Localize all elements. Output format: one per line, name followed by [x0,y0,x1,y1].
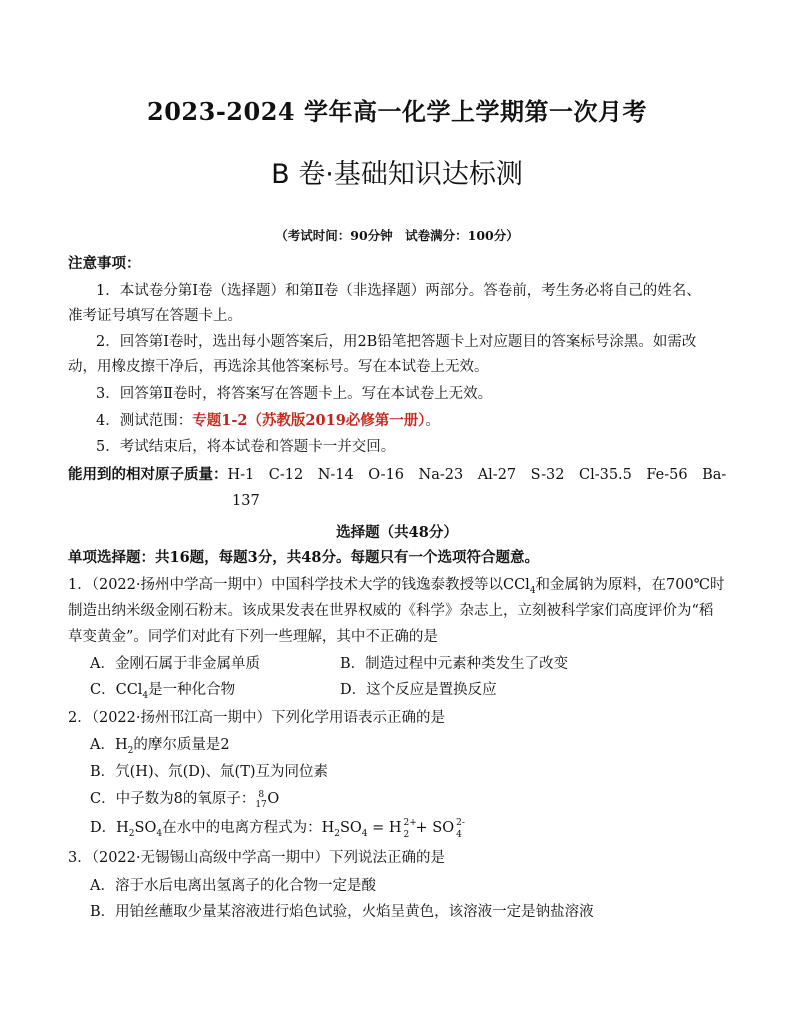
note-4-prefix: 4．测试范围： [96,413,193,429]
exam-subtitle: B 卷·基础知识达标测 [271,159,523,190]
q2-a-text-b: 的摩尔质量是2 [133,737,230,753]
q1-c-sub: 4 [142,690,149,701]
q2-d-t1: D．H [90,820,129,836]
hydrogen-ion-charge [402,818,416,838]
note-3: 3．回答第Ⅱ卷时，将答案写在答题卡上。写在本试卷上无效。 [96,386,493,402]
atomic-masses [68,465,726,485]
note-4 [96,411,440,431]
q2-d-s1: 2 [128,828,135,839]
oxygen-nuclide [255,789,267,809]
atomic-masses-values: H-1 C-12 N-14 O-16 Na-23 Al-27 S-32 Cl-35.5 Fe-56 Ba- [227,467,727,483]
atomic-masses-tail: 137 [232,493,260,509]
q3-option-b: B．用铂丝蘸取少量某溶液进行焰色试验，火焰呈黄色，该溶液一定是钠盐溶液 [90,904,594,920]
q1-c-text-a: C．CCl [90,682,143,698]
section-title: 选择题（共48分） [336,524,458,541]
q2-d-t5: = H [367,820,402,836]
ion-count-2: 4 [456,830,462,840]
q1-option-a: A．金刚石属于非金属单质 [90,656,260,672]
note-2-line-1: 2．回答第Ⅰ卷时，选出每小题答案后，用2B铅笔把答题卡上对应题目的答案标号涂黑。如需改 [96,334,697,350]
q2-a-sub: 2 [127,745,134,756]
q2-option-d [90,818,468,844]
note-4-suffix: 。 [425,413,441,429]
q3-option-a: A．溶于水后电离出氢离子的化合物一定是酸 [90,878,376,894]
q1-option-d: D．这个反应是置换反应 [340,682,497,698]
q1-stem-line-3: 草变黄金”。同学们对此有下列一些理解，其中不正确的是 [68,629,438,645]
note-4-range: 专题1-2（苏教版2019必修第一册） [192,412,426,429]
q1-text-b: 和金属钠为原料，在700℃时 [535,577,725,593]
q2-c-text: C．中子数为8的氧原子： [90,791,256,807]
note-5: 5．考试结束后，将本试卷和答题卡一并交回。 [96,439,396,455]
ion-charge-1: 2+ [403,818,417,828]
atomic-masses-label: 能用到的相对原子质量： [68,466,228,483]
note-1-line-2: 准考证号填写在答题卡上。 [68,308,242,324]
note-2-line-2: 动，用橡皮擦干净后，再选涂其他答案标号。写在本试卷上无效。 [68,359,489,375]
section-instruction: 单项选择题：共16题，每题3分，共48分。每题只有一个选项符合题意。 [68,549,539,566]
q1-sub: 4 [529,585,536,596]
q2-d-s3: 2 [334,828,340,839]
q2-a-text-a: A．H [90,737,128,753]
q2-d-s4: 4 [361,828,368,839]
q2-d-s2: 4 [156,828,163,839]
q3-stem: 3．（2022·无锡锡山高级中学高一期中）下列说法正确的是 [68,850,445,866]
q1-text-a: 1．（2022·扬州中学高一期中）中国科学技术大学的钱逸泰教授等以CCl [68,577,530,593]
exam-time-info: （考试时间：90分钟 试卷满分：100分） [275,228,519,243]
q2-stem: 2．（2022·扬州邗江高一期中）下列化学用语表示正确的是 [68,710,445,726]
nuclide-mass-number: 8 [258,790,265,800]
note-1-line-1: 1．本试卷分第Ⅰ卷（选择题）和第Ⅱ卷（非选择题）两部分。答卷前，考生务必将自己的姓名、 [96,283,701,299]
ion-charge-2: 2- [456,818,465,828]
exam-title: 2023-2024 学年高一化学上学期第一次月考 [147,97,647,126]
q2-option-a [90,735,230,761]
q1-stem-line-1 [68,575,724,601]
sulfate-ion-charge [454,818,468,838]
q1-option-c [90,680,235,706]
q2-d-t3: 在水中的电离方程式为：H [162,820,335,836]
ion-count-1: 2 [403,830,410,840]
q2-option-b: B．氕(H)、氘(D)、氚(T)互为同位素 [90,764,329,780]
q2-option-c [90,789,279,809]
q1-option-b: B．制造过程中元素种类发生了改变 [340,656,569,672]
q2-d-t6: + SO [415,820,455,836]
q1-stem-line-2: 制造出纳米级金刚石粉末。该成果发表在世界权威的《科学》杂志上，立刻被科学家们高度评价为“稻 [68,603,714,619]
q1-c-text-b: 是一种化合物 [148,682,236,698]
q2-d-t2: SO [134,820,157,836]
notes-heading: 注意事项： [68,255,141,272]
q2-d-t4: SO [339,820,362,836]
nuclide-lower-number: 17 [255,800,267,810]
nuclide-symbol: O [267,791,280,807]
